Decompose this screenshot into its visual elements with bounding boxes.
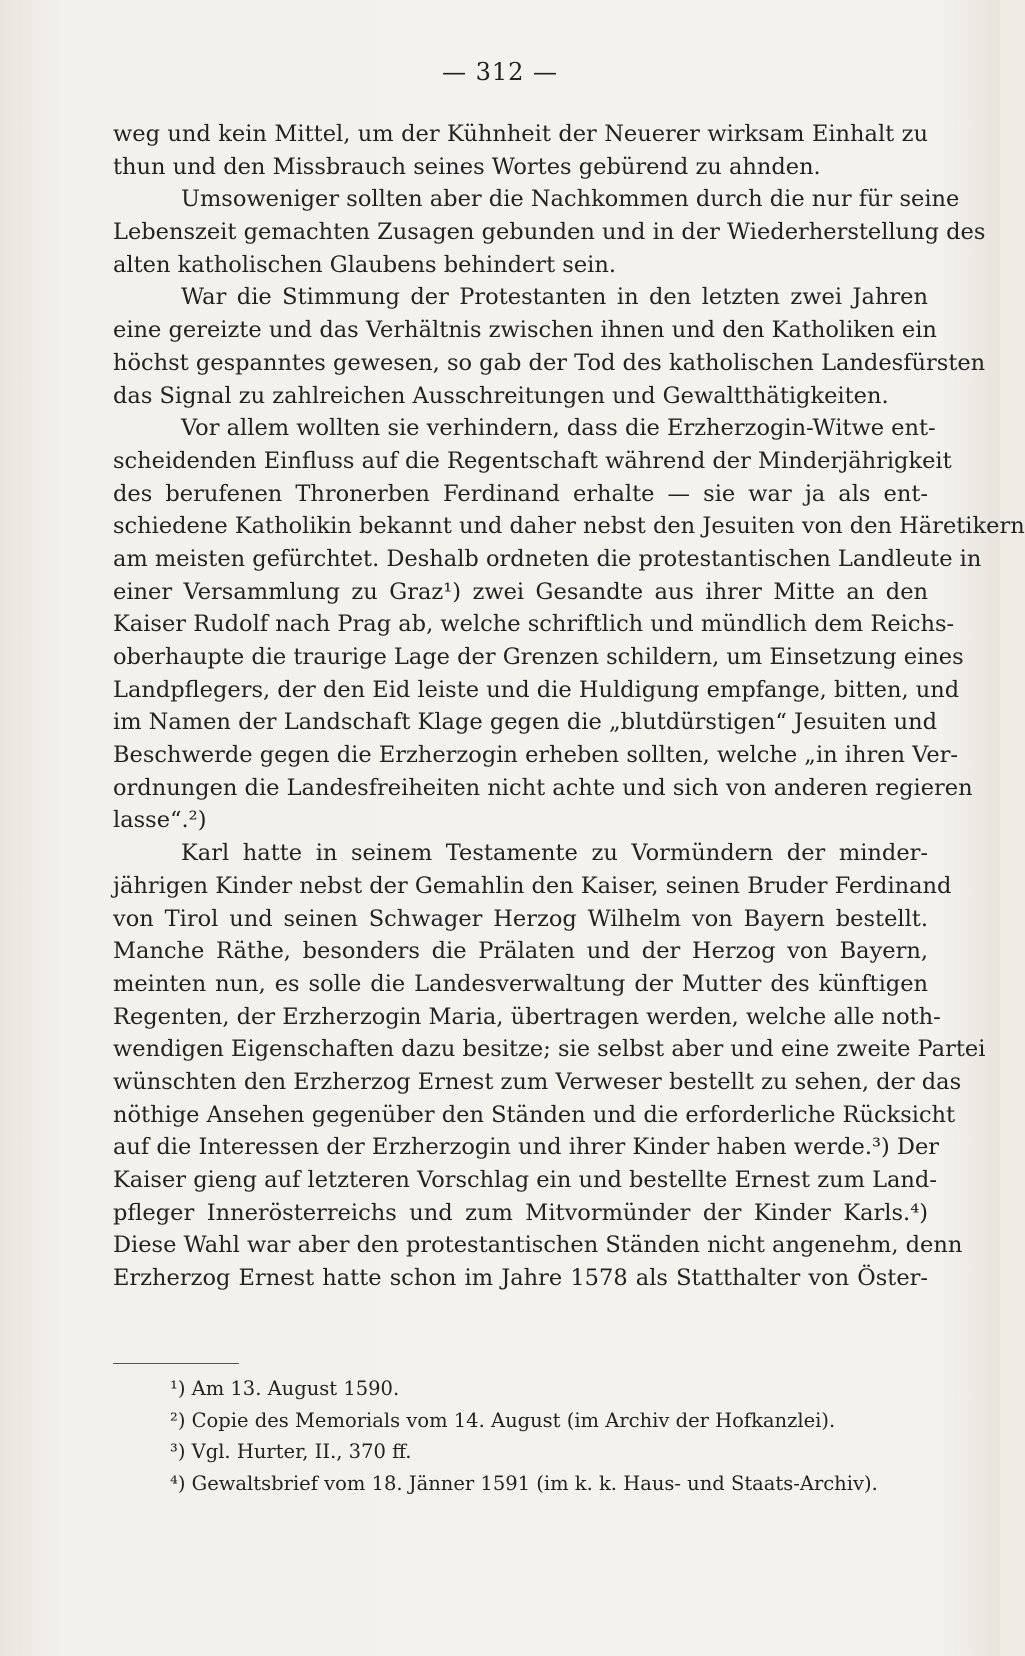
text-line: eine gereizte und das Verhältnis zwischen ihnen und den Katholiken ein: [113, 317, 937, 344]
text-line: Kaiser gieng auf letzteren Vorschlag ein und bestellte Ernest zum Land-: [113, 1167, 937, 1193]
text-line: einer Versammlung zu Graz¹) zwei Gesandte aus ihrer Mitte an den: [113, 578, 928, 605]
footnote-divider: [113, 1363, 239, 1364]
text-line: Umsoweniger sollten aber die Nachkommen durch die nur für seine: [181, 186, 960, 213]
text-line: oberhaupte die traurige Lage der Grenzen schildern, um Einsetzung eines: [113, 644, 964, 670]
footnote: ¹) Am 13. August 1590.: [170, 1377, 400, 1400]
text-line: wendigen Eigenschaften dazu besitze; sie selbst aber und eine zweite Partei: [113, 1036, 986, 1063]
text-line: im Namen der Landschaft Klage gegen die „blutdürstigen“ Jesuiten und: [113, 709, 938, 736]
text-line: lasse“.²): [113, 807, 207, 834]
text-line: alten katholischen Glaubens behindert sein.: [113, 251, 616, 278]
text-line: Vor allem wollten sie verhindern, dass die Erzherzogin-Witwe ent-: [181, 415, 936, 442]
text-line: nöthige Ansehen gegenüber den Ständen und die erforderliche Rücksicht: [113, 1101, 956, 1128]
footnote: ²) Copie des Memorials vom 14. August (im Archiv der Hofkanzlei).: [170, 1408, 836, 1432]
text-line: Lebenszeit gemachten Zusagen gebunden und in der Wiederherstellung des: [113, 219, 986, 246]
text-line: ordnungen die Landesfreiheiten nicht achte und sich von anderen regieren: [113, 774, 973, 801]
text-line: jährigen Kinder nebst der Gemahlin den Kaiser, seinen Bruder Ferdinand: [113, 872, 952, 899]
text-line: das Signal zu zahlreichen Ausschreitungen und Gewaltthätigkeiten.: [113, 382, 889, 409]
body-text: [113, 118, 1025, 1295]
text-line: von Tirol und seinen Schwager Herzog Wilhelm von Bayern bestellt.: [113, 905, 928, 932]
text-line: am meisten gefürchtet. Deshalb ordneten die protestantischen Landleute in: [113, 545, 982, 572]
page-number: — 312 —: [441, 58, 559, 86]
text-line: pfleger Innerösterreichs und zum Mitvormünder der Kinder Karls.⁴): [113, 1199, 928, 1226]
text-line: Regenten, der Erzherzogin Maria, übertragen werden, welche alle noth-: [113, 1003, 941, 1030]
text-line: weg und kein Mittel, um der Kühnheit der Neuerer wirksam Einhalt zu: [113, 121, 928, 147]
footnotes: [170, 1373, 930, 1499]
text-line: Beschwerde gegen die Erzherzogin erheben sollten, welche „in ihren Ver-: [113, 742, 959, 769]
text-line: Diese Wahl war aber den protestantischen Ständen nicht angenehm, denn: [113, 1232, 963, 1259]
text-line: meinten nun, es solle die Landesverwaltung der Mutter des künftigen: [113, 970, 928, 997]
text-line: Manche Räthe, besonders die Prälaten und der Herzog von Bayern,: [113, 938, 928, 965]
text-line: des berufenen Thronerben Ferdinand erhalte — sie war ja als ent-: [113, 480, 928, 507]
text-line: scheidenden Einfluss auf die Regentschaft während der Minderjährigkeit: [113, 447, 952, 474]
text-line: Karl hatte in seinem Testamente zu Vormündern der minder-: [181, 840, 928, 867]
text-line: Kaiser Rudolf nach Prag ab, welche schriftlich und mündlich dem Reichs-: [113, 611, 955, 638]
footnote: ³) Vgl. Hurter, II., 370 ff.: [170, 1440, 412, 1463]
footnote: ⁴) Gewaltsbrief vom 18. Jänner 1591 (im k. k. Haus- und Staats-Archiv).: [170, 1471, 878, 1495]
text-line: höchst gespanntes gewesen, so gab der Tod des katholischen Landesfürsten: [113, 349, 986, 376]
text-line: Landpflegers, der den Eid leiste und die Huldigung empfange, bitten, und: [113, 676, 960, 703]
text-line: Erzherzog Ernest hatte schon im Jahre 1578 als Statthalter von Öster-: [113, 1265, 928, 1292]
text-line: thun und den Missbrauch seines Wortes gebürend zu ahnden.: [113, 153, 821, 180]
text-line: wünschten den Erzherzog Ernest zum Verweser bestellt zu sehen, der das: [113, 1068, 962, 1095]
text-line: War die Stimmung der Protestanten in den letzten zwei Jahren: [181, 284, 928, 311]
text-line: auf die Interessen der Erzherzogin und ihrer Kinder haben werde.³) Der: [113, 1134, 940, 1161]
text-line: schiedene Katholikin bekannt und daher nebst den Jesuiten von den Häretikern: [113, 513, 1025, 540]
